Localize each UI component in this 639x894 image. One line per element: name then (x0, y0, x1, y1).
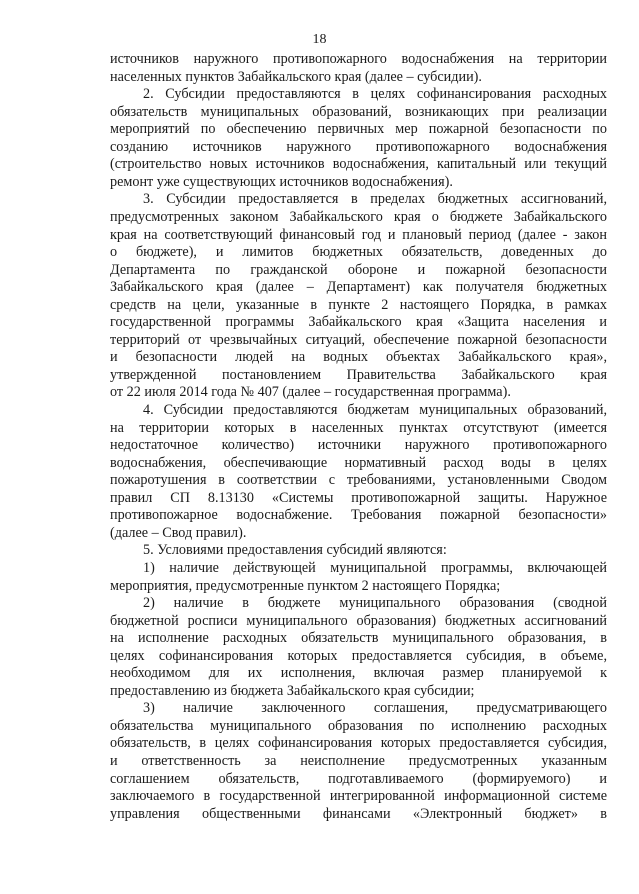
text-line: мероприятия, предусмотренные пунктом 2 настоящего Порядка; (110, 577, 501, 594)
text-line: средств на цели, указанные в пункте 2 настоящего Порядка, в рамках (110, 296, 607, 313)
text-line: и безопасности людей на водных объектах Забайкальского края», (110, 349, 607, 366)
text-line: 2. Субсидии предоставляются в целях софинансирования расходных (143, 86, 607, 103)
text-line: 2) наличие в бюджете муниципального образования (сводной (143, 595, 607, 612)
text-line: целях софинансирования которых предоставляется субсидия, в объеме, (110, 647, 607, 664)
text-line: водоснабжения, обеспечивающие нормативный расход воды в целях (110, 454, 607, 471)
text-line: правил СП 8.13130 «Системы противопожарной защиты. Наружное (110, 489, 607, 506)
text-line: государственной программы Забайкальского края «Защита населения и (110, 314, 607, 331)
text-line: края на соответствующий финансовый год и плановый период (далее - закон (110, 226, 607, 243)
text-line: мероприятий по обеспечению первичных мер пожарной безопасности по (110, 121, 607, 138)
text-line: ремонт уже существующих источников водоснабжения). (110, 173, 453, 190)
text-line: предусмотренных законом Забайкальского края о бюджете Забайкальского (110, 208, 607, 225)
text-line: предоставлению из бюджета Забайкальского края субсидии; (110, 682, 475, 699)
text-line: недостаточное количество) источники наружного противопожарного (110, 437, 607, 454)
text-line: утвержденной постановлением Правительства Забайкальского края (110, 366, 607, 383)
text-line: Департамента по гражданской обороне и пожарной безопасности (110, 261, 607, 278)
text-line: (строительство новых источников водоснабжения, капитальный или текущий (110, 156, 607, 173)
text-line: бюджетной росписи муниципального образования) бюджетных ассигнований (110, 612, 607, 629)
text-line: необходимом для их исполнения, включая размер планируемой к (110, 665, 607, 682)
text-line: населенных пунктов Забайкальского края (далее – субсидии). (110, 68, 482, 85)
text-line: заключаемого в государственной интегрированной информационной системе (110, 788, 607, 805)
text-line: и ответственность за неисполнение предусмотренных указанным (110, 753, 607, 769)
text-line: управления общественными финансами «Электронный бюджет» в (110, 805, 607, 822)
text-line: 3. Субсидии предоставляется в пределах бюджетных ассигнований, (143, 191, 607, 208)
text-line: обязательства муниципального образования по исполнению расходных (110, 717, 607, 734)
text-line: 4. Субсидии предоставляются бюджетам муниципальных образований, (143, 402, 607, 418)
text-line: 1) наличие действующей муниципальной программы, включающей (143, 559, 607, 576)
text-line: на территории которых в населенных пунктах отсутствуют (имеется (110, 419, 607, 436)
text-line: соглашением обязательств, подготавливаемого (формируемого) и (110, 770, 607, 787)
text-line: 3) наличие заключенного соглашения, предусматривающего (143, 700, 607, 717)
text-line: противопожарное водоснабжение. Требования пожарной безопасности» (110, 507, 607, 524)
text-line: на исполнение расходных обязательств муниципального образования, в (110, 630, 607, 647)
text-line: обязательств муниципальных образований, возникающих при реализации (110, 103, 607, 120)
text-line: источников наружного противопожарного водоснабжения на территории (110, 51, 607, 67)
text-line: пожаротушения в соответствии с требованиями, установленными Сводом (110, 472, 607, 489)
text-line: (далее – Свод правил). (110, 524, 247, 541)
text-line: Забайкальского края (далее – Департамент) как получателя бюджетных (110, 279, 607, 296)
text-line: о бюджете), и лимитов бюджетных обязательств, доведенных до (110, 244, 607, 261)
text-line: территорий от чрезвычайных ситуаций, обеспечение пожарной безопасности (110, 331, 607, 348)
page-number: 18 (312, 32, 327, 47)
text-line: обязательств, в целях софинансирования которых предоставляется субсидия, (110, 735, 607, 752)
text-line: созданию источников наружного противопожарного водоснабжения (110, 138, 607, 155)
text-line: от 22 июля 2014 года № 407 (далее – государственная программа). (110, 384, 511, 401)
text-line: 5. Условиями предоставления субсидий являются: (143, 542, 447, 559)
